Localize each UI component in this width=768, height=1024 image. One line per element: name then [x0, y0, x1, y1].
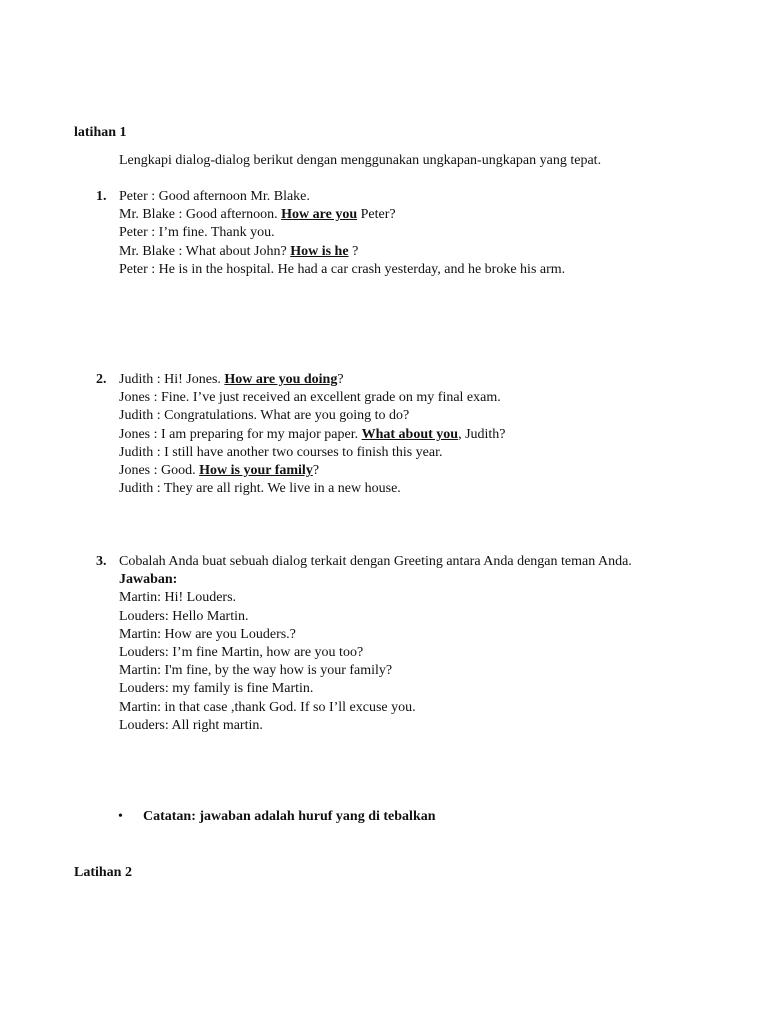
- question-number-3: 3.: [96, 554, 107, 569]
- dialog-line: Jones : I am preparing for my major paper. What about you, Judith?: [119, 426, 506, 442]
- dialog-line: Martin: Hi! Louders.: [119, 590, 237, 606]
- dialog-line: Mr. Blake : Good afternoon. How are you Peter?: [119, 207, 396, 223]
- dialog-2: [119, 371, 506, 498]
- dialog-line: Louders: I’m fine Martin, how are you too?: [119, 645, 364, 661]
- dialog-line: Judith : They are all right. We live in a new house.: [119, 481, 401, 497]
- answer-text: How is he: [290, 243, 349, 259]
- answer-text: How are you: [281, 207, 358, 223]
- dialog-line: Jones : Fine. I’ve just received an excellent grade on my final exam.: [119, 390, 501, 406]
- question-number-2: 2.: [96, 372, 107, 387]
- dialog-line: Peter : Good afternoon Mr. Blake.: [119, 189, 310, 204]
- dialog-line: Mr. Blake : What about John? How is he ?: [119, 243, 359, 259]
- instruction-text: Lengkapi dialog-dialog berikut dengan menggunakan ungkapan-ungkapan yang tepat.: [119, 153, 602, 168]
- answer-text: What about you: [361, 426, 459, 442]
- dialog-line: Judith : I still have another two courses to finish this year.: [119, 444, 443, 460]
- dialog-line: Judith : Hi! Jones. How are you doing?: [119, 372, 344, 387]
- dialog-3: [119, 553, 632, 735]
- dialog-line: Louders: All right martin.: [119, 717, 263, 733]
- answer-text: How are you doing: [224, 372, 338, 387]
- dialog-line: Peter : He is in the hospital. He had a car crash yesterday, and he broke his arm.: [119, 261, 566, 277]
- note-text: Catatan: jawaban adalah huruf yang di tebalkan: [143, 809, 436, 824]
- dialog-line: Peter : I’m fine. Thank you.: [119, 225, 275, 241]
- question-text: Cobalah Anda buat sebuah dialog terkait dengan Greeting antara Anda dengan teman Anda.: [119, 554, 632, 569]
- dialog-line: Louders: my family is fine Martin.: [119, 681, 314, 697]
- heading-latihan-2: Latihan 2: [74, 865, 132, 880]
- dialog-line: Jones : Good. How is your family?: [119, 463, 320, 479]
- dialog-1: [119, 188, 565, 279]
- answer-label: Jawaban:: [119, 572, 178, 588]
- dialog-line: Martin: How are you Louders.?: [119, 626, 296, 642]
- question-number-1: 1.: [96, 189, 107, 204]
- dialog-line: Judith : Congratulations. What are you going to do?: [119, 408, 410, 424]
- answer-text: How is your family: [199, 463, 313, 479]
- bullet-icon: •: [118, 809, 123, 824]
- dialog-line: Louders: Hello Martin.: [119, 608, 249, 624]
- dialog-line: Martin: in that case ,thank God. If so I’ll excuse you.: [119, 699, 416, 715]
- dialog-line: Martin: I'm fine, by the way how is your family?: [119, 663, 393, 679]
- heading-latihan-1: latihan 1: [74, 125, 127, 140]
